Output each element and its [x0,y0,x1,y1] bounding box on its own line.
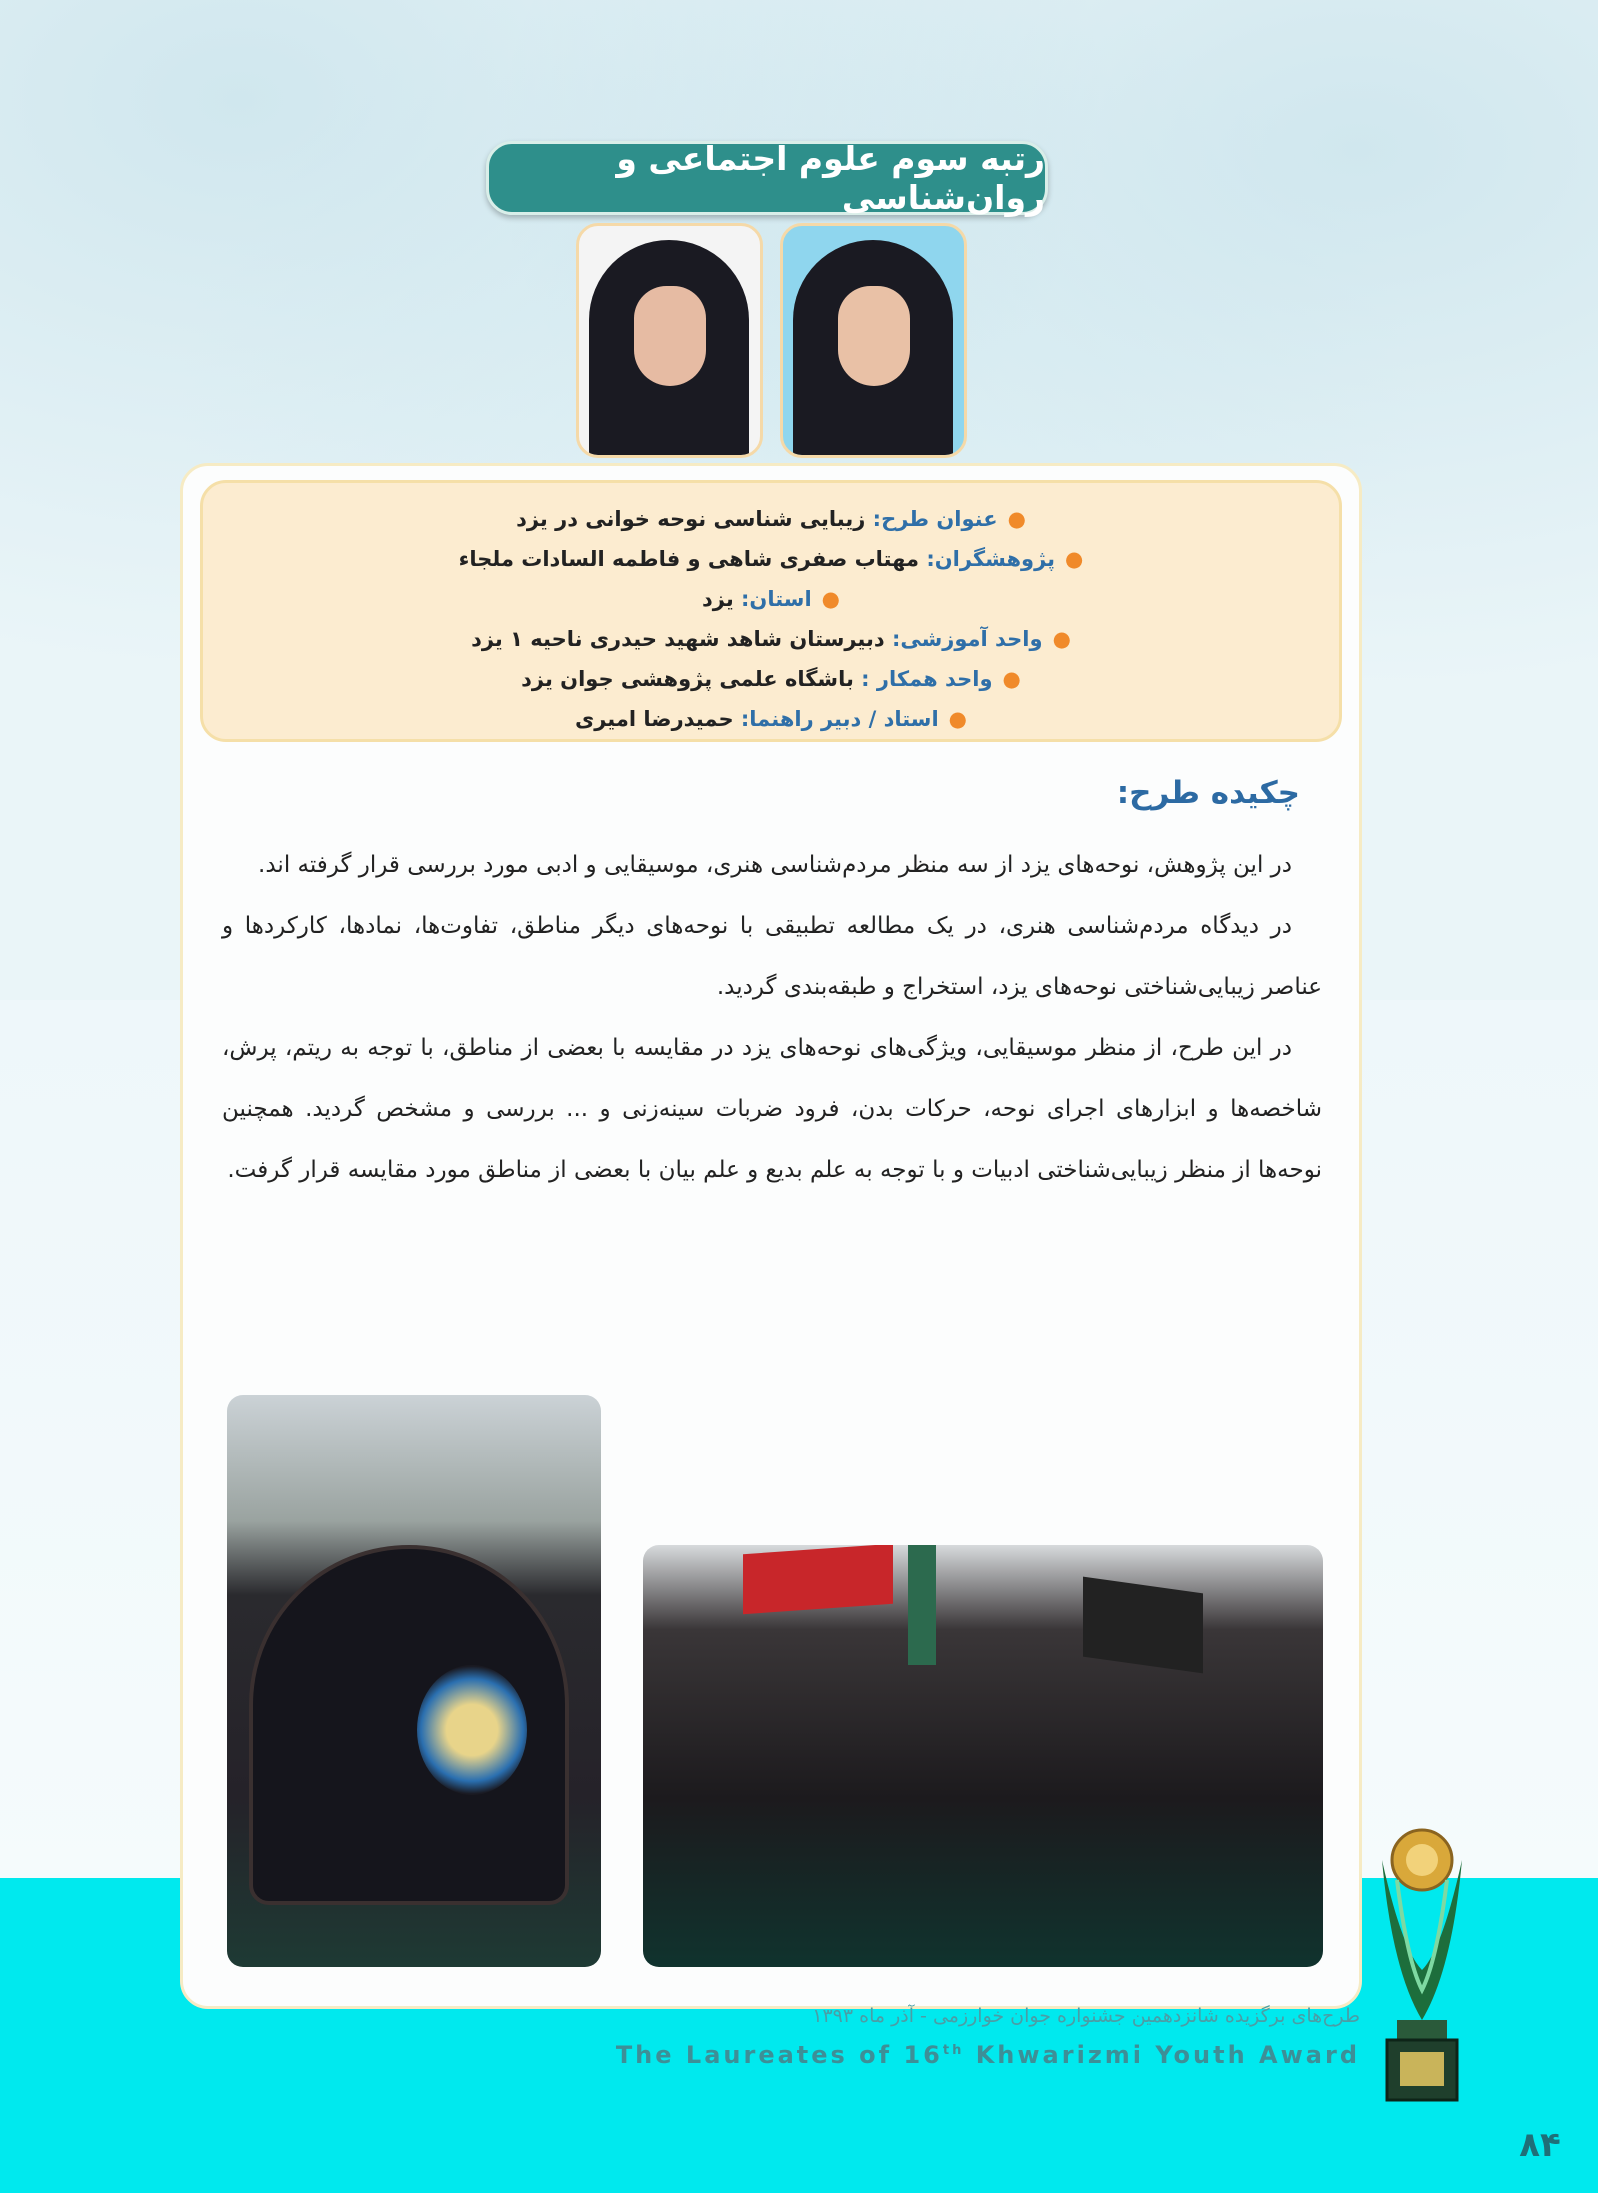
info-value: یزد [701,587,734,611]
info-value: حمیدرضا امیری [575,707,734,731]
red-flag [743,1545,893,1614]
green-flag [908,1545,936,1665]
bullet-icon: ● [948,707,967,731]
bullet-icon: ● [1007,507,1026,531]
abstract-text [222,835,1322,1201]
info-value: زیبایی شناسی نوحه خوانی در یزد [516,507,866,531]
info-label: واحد همکار : [861,667,993,691]
researcher-photo-1 [780,223,967,458]
black-flag [1083,1577,1203,1674]
info-value: دبیرستان شاهد شهید حیدری ناحیه ۱ یزد [471,627,885,651]
info-researchers [203,539,1339,579]
trophy-icon [1362,1820,1472,2120]
bullet-icon: ● [821,587,840,611]
info-title [203,499,1339,539]
info-advisor [203,699,1339,739]
section-title: رتبه سوم علوم اجتماعی و روان‌شناسی [486,141,1048,215]
ceremony-photo-crowd [643,1545,1323,1967]
info-label: عنوان طرح: [872,507,998,531]
abstract-paragraph: در این پژوهش، نوحه‌های یزد از سه منظر مردم‌شناسی هنری، موسیقایی و ادبی مورد بررسی قرار گرفته اند. [258,852,1292,878]
info-province [203,579,1339,619]
footer-english [600,2041,1360,2069]
abstract-paragraph: در دیدگاه مردم‌شناسی هنری، در یک مطالعه تطبیقی با نوحه‌های دیگر مناطق، تفاوت‌ها، نمادها، کارکردها و عناصر زیبایی‌شناختی نوحه‌های یزد، استخراج و طبقه‌بندی گردید. [222,913,1322,1000]
project-info-box [200,480,1342,742]
info-school [203,619,1339,659]
abstract-paragraph: در این طرح، از منظر موسیقایی، ویژگی‌های نوحه‌های یزد در مقایسه با بعضی از مناطق، با توجه به ریتم، پرش، شاخصه‌ها و ابزارهای اجرای نوحه، حرکات بدن، فرود ضربات سینه‌زنی و ... بررسی و مشخص گردید. همچنین نوحه‌ها از منظر زیبایی‌شناختی ادبیات و با توجه به علم بدیع و علم بیان با بعضی از مناطق مورد مقایسه قرار گرفت. [222,1035,1322,1183]
info-label: استان: [741,587,812,611]
footer-english-sup: th [942,2043,965,2058]
face-shape [838,286,910,386]
info-label: پژوهشگران: [926,547,1056,571]
bullet-icon: ● [1002,667,1021,691]
info-value: مهتاب صفری شاهی و فاطمه السادات ملجاء [458,547,919,571]
footer-english-prefix: The Laureates of 16 [615,2041,943,2069]
info-partner [203,659,1339,699]
page-number: ۸۴ [1519,2125,1561,2165]
bullet-icon: ● [1052,627,1071,651]
bullet-icon: ● [1065,547,1084,571]
ceremony-photo-nakhl [227,1395,601,1967]
info-label: استاد / دبیر راهنما: [740,707,939,731]
researcher-photo-2 [576,223,763,458]
face-shape [634,286,706,386]
info-value: باشگاه علمی پژوهشی جوان یزد [521,667,854,691]
shrine-medallion [417,1665,527,1795]
footer-english-suffix: Khwarizmi Youth Award [964,2041,1360,2069]
info-label: واحد آموزشی: [891,627,1043,651]
footer-persian: طرح‌های برگزیده شانزدهمین جشنواره جوان خوارزمی - آذر ماه ۱۳۹۳ [812,2005,1360,2027]
abstract-heading: چکیده طرح: [1116,775,1300,811]
